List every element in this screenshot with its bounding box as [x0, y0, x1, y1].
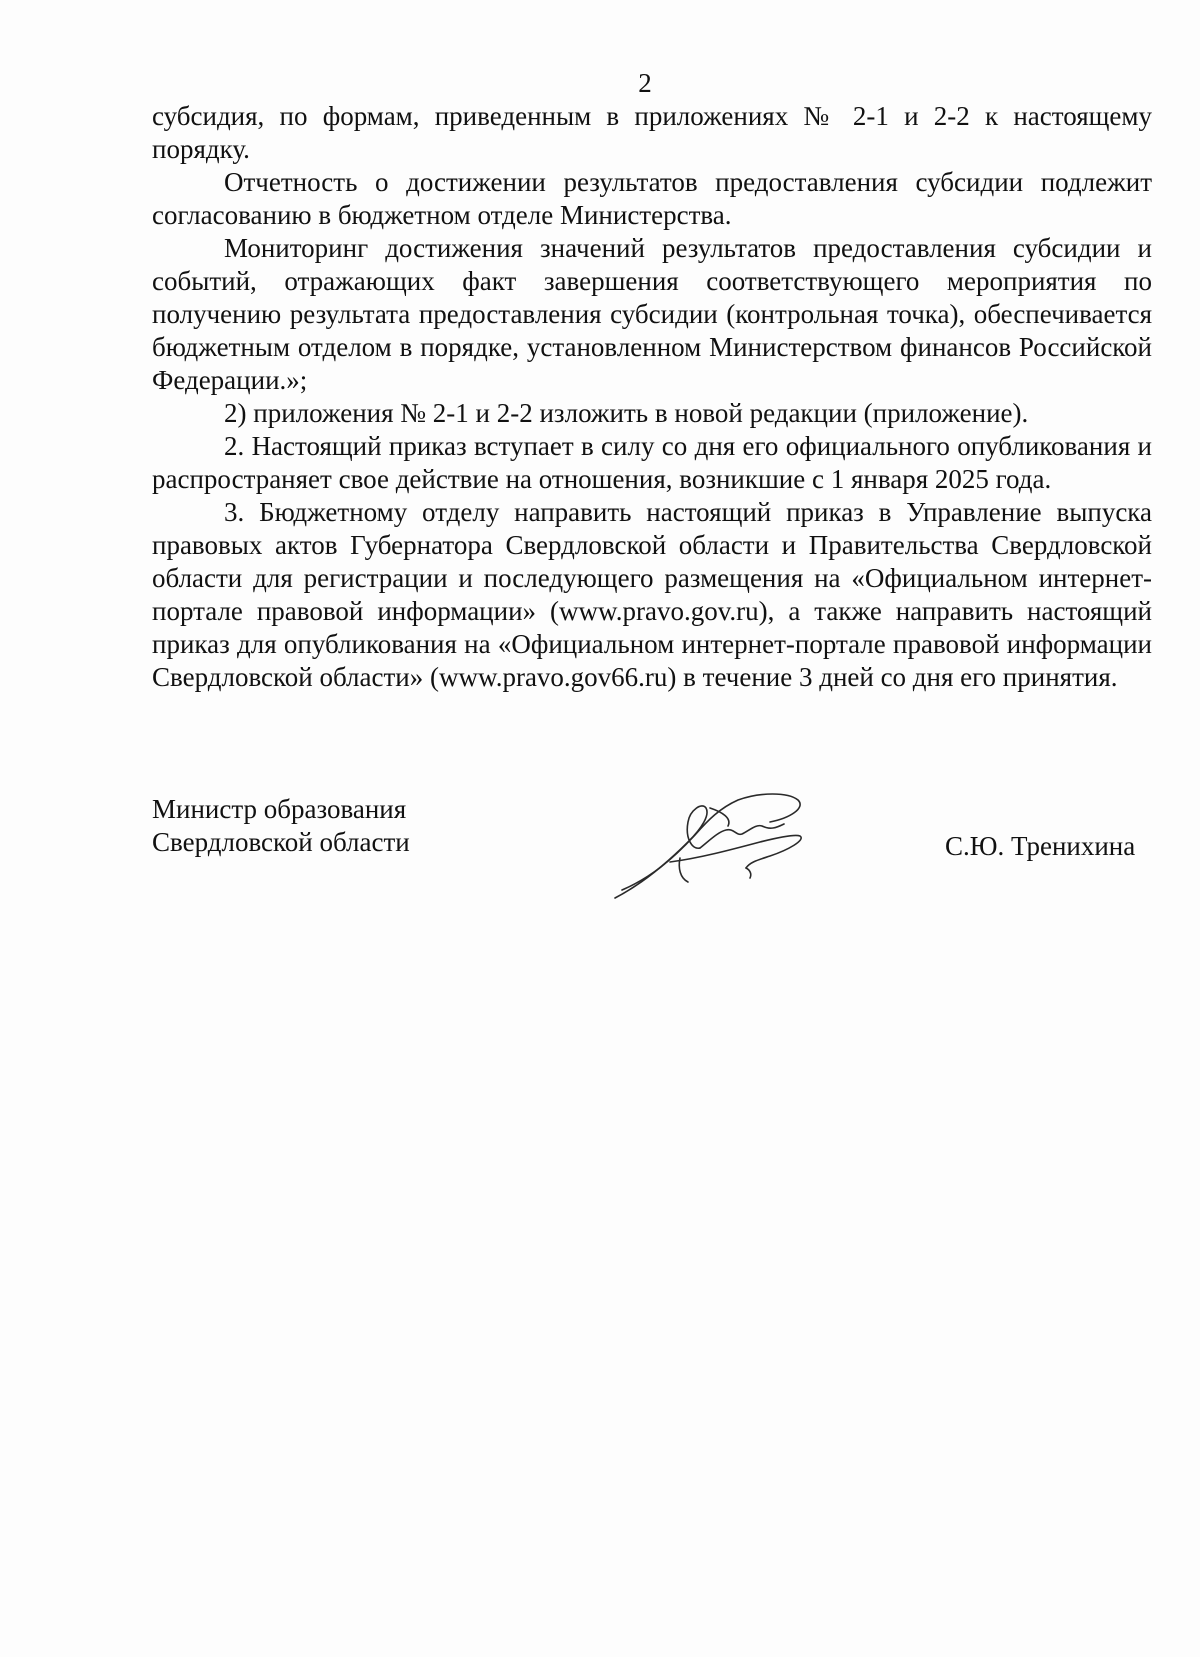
signatory-position — [152, 793, 410, 859]
signatory-position-line1: Министр образования — [152, 794, 407, 824]
paragraph-subsidy-forms: субсидия, по формам, приведенным в приложениях № 2-1 и 2-2 к настоящему порядку. — [152, 101, 1152, 164]
handwritten-signature — [610, 790, 850, 910]
document-body — [152, 100, 1152, 694]
paragraph-appendices: 2) приложения № 2-1 и 2-2 изложить в новой редакции (приложение). — [224, 398, 1029, 428]
paragraph-publication: 3. Бюджетному отделу направить настоящий приказ в Управление выпуска правовых актов Губернатора Свердловской области и Правительства Свердловской области для регистрации и последующего размещения на «Официальном интернет-портале правовой информации» (www.pravo.gov.ru), а также направить настоящий приказ для опубликования на «Официальном интернет-портале правовой информации Свердловской области» (www.pravo.gov66.ru) в течение 3 дней со дня его принятия. — [152, 497, 1152, 692]
paragraph-monitoring: Мониторинг достижения значений результатов предоставления субсидии и событий, отражающих факт завершения соответствующего мероприятия по получению результата предоставления субсидии (контрольная точка), обеспечивается бюджетным отделом в порядке, установленном Министерством финансов Российской Федерации.»; — [152, 233, 1152, 395]
page-number: 2 — [638, 68, 652, 98]
paragraph-effective-date: 2. Настоящий приказ вступает в силу со дня его официального опубликования и распространяет свое действие на отношения, возникшие с 1 января 2025 года. — [152, 431, 1152, 494]
paragraph-reporting: Отчетность о достижении результатов предоставления субсидии подлежит согласованию в бюджетном отделе Министерства. — [152, 167, 1152, 230]
signatory-position-line2: Свердловской области — [152, 827, 410, 857]
signatory-name: С.Ю. Тренихина — [945, 831, 1136, 861]
